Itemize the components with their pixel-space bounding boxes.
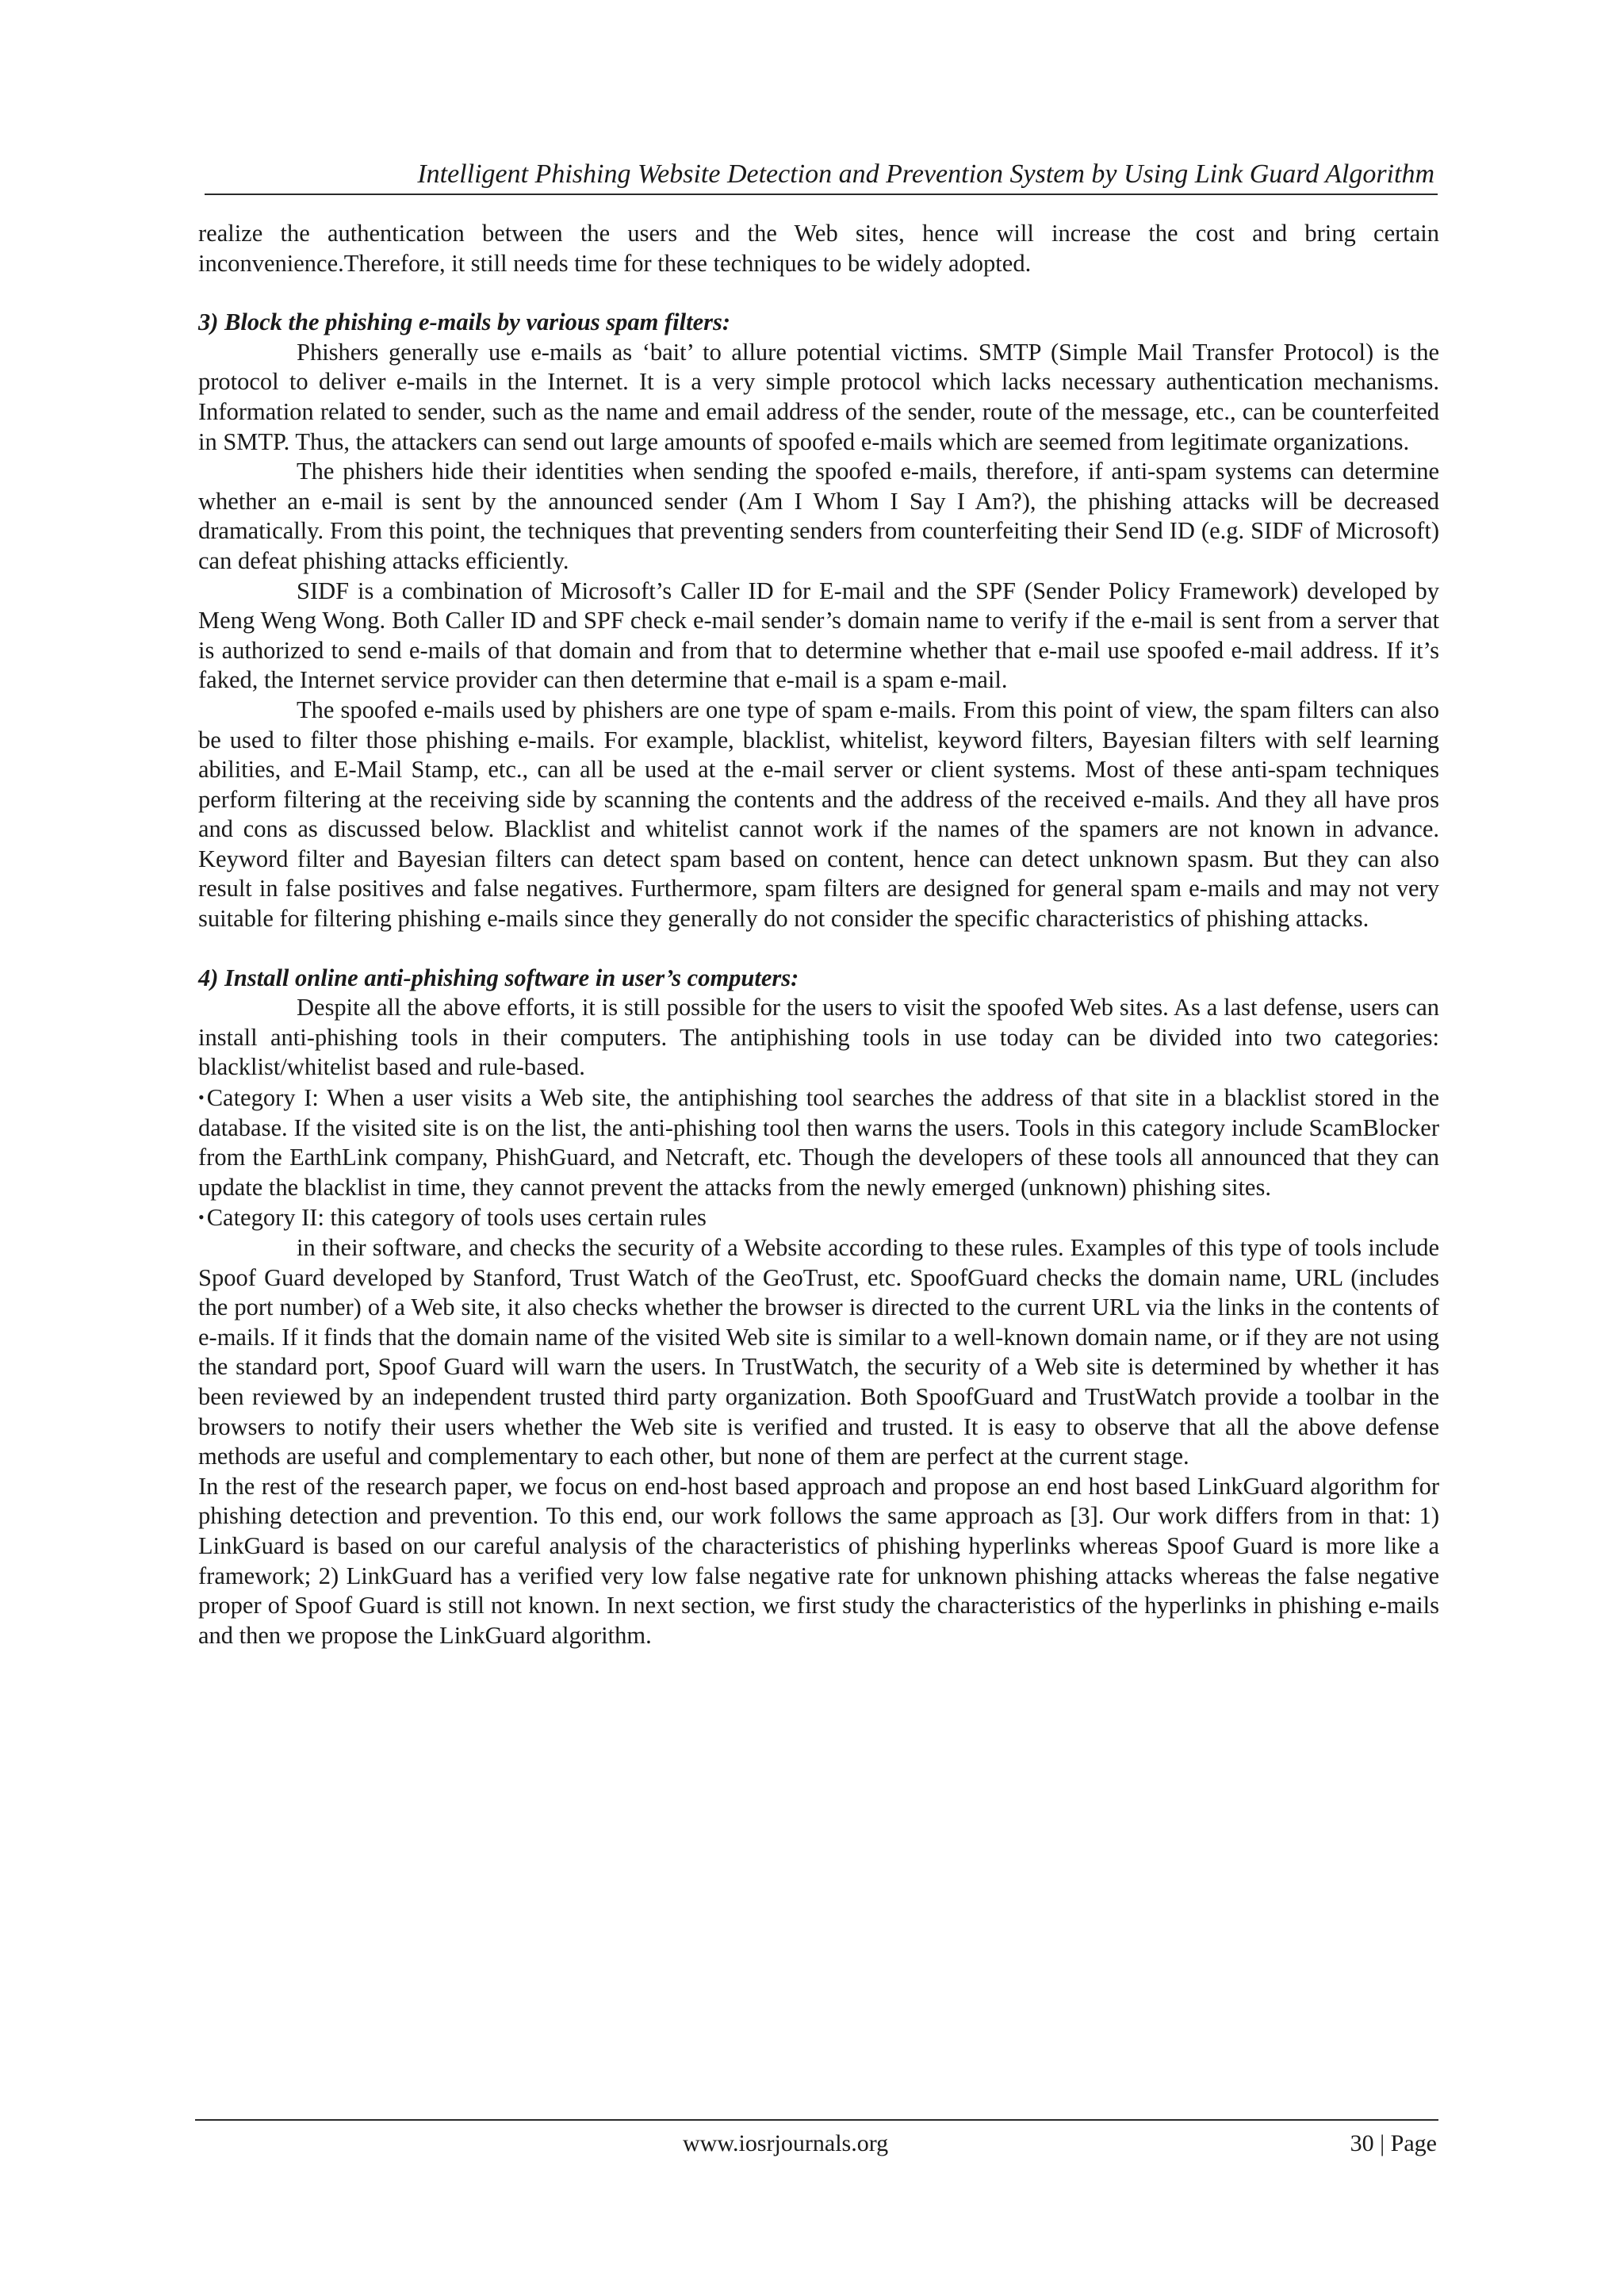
bullet-item-category-2 (198, 1202, 1439, 1233)
paragraph: in their software, and checks the security of a Website according to these rules. Examples of this type of tools include Spoof Guard developed by Stanford, Trust Watch of the GeoTrust, etc. SpoofGuard checks the domain name, URL (includes the port number) of a Web site, it also checks whether the browser is directed to the current URL via the links in the contents of e-mails. If it finds that the domain name of the visited Web site is similar to a well-known domain name, or if they are not using the standard port, Spoof Guard will warn the users. In TrustWatch, the security of a Web site is determined by whether it has been reviewed by an independent trusted third party organization. Both SpoofGuard and TrustWatch provide a toolbar in the browsers to notify their users whether the Web site is verified and trusted. It is easy to observe that all the above defense methods are useful and complementary to each other, but none of them are perfect at the current stage. (198, 1234, 1439, 1470)
bullet-text: Category I: When a user visits a Web site, the antiphishing tool searches the address of that site in a blacklist stored in the database. If the visited site is on the list, the anti-phishing tool then warns the users. Tools in this category include ScamBlocker from the EarthLink company, PhishGuard, and Netcraft, etc. Though the developers of these tools all announced that they can update the blacklist in time, they cannot prevent the attacks from the newly emerged (unknown) phishing sites. (198, 1084, 1439, 1201)
running-header-title: Intelligent Phishing Website Detection and Prevention System by Using Link Guard Algorithm (417, 159, 1434, 189)
paragraph-continuation: realize the authentication between the users and the Web sites, hence will increase the cost and bring certain inconvenience.Therefore, it still needs time for these techniques to be widely adopted. (198, 220, 1439, 277)
paragraph: SIDF is a combination of Microsoft’s Caller ID for E-mail and the SPF (Sender Policy Framework) developed by Meng Weng Wong. Both Caller ID and SPF check e-mail sender’s domain name to verify if the e-mail is sent from a server that is authorized to send e-mails of that domain and from that to determine whether that e-mail use spoofed e-mail address. If it’s faked, the Internet service provider can then determine that e-mail is a spam e-mail. (198, 577, 1439, 694)
footer-page-number: 30 | Page (1350, 2130, 1437, 2156)
bullet-icon: • (198, 1087, 205, 1108)
paragraph: Phishers generally use e-mails as ‘bait’ to allure potential victims. SMTP (Simple Mail Transfer Protocol) is the protocol to deliver e-mails in the Internet. It is a very simple protocol which lacks necessary authentication mechanisms. Information related to sender, such as the name and email address of the sender, route of the message, etc., can be counterfeited in SMTP. Thus, the attackers can send out large amounts of spoofed e-mails which are seemed from legitimate organizations. (198, 338, 1439, 455)
running-header (205, 155, 1438, 195)
bullet-icon: • (198, 1207, 205, 1228)
bullet-item-category-1 (198, 1083, 1439, 1202)
section-heading-spam-filters: 3) Block the phishing e-mails by various spam filters: (198, 309, 731, 336)
footer-website: www.iosrjournals.org (683, 2130, 889, 2156)
page-footer (195, 2119, 1438, 2168)
paragraph: The phishers hide their identities when sending the spoofed e-mails, therefore, if anti-spam systems can determine whether an e-mail is sent by the announced sender (Am I Whom I Say I Am?), the phishing attacks will be decreased dramatically. From this point, the techniques that preventing senders from counterfeiting their Send ID (e.g. SIDF of Microsoft) can defeat phishing attacks efficiently. (198, 458, 1439, 574)
paragraph: Despite all the above efforts, it is still possible for the users to visit the spoofed Web sites. As a last defense, users can install anti-phishing tools in their computers. The antiphishing tools in use today can be divided into two categories: blacklist/whitelist based and rule-based. (198, 994, 1439, 1081)
page-body (198, 219, 1439, 1650)
bullet-text: Category II: this category of tools uses certain rules (206, 1204, 707, 1232)
paragraph: The spoofed e-mails used by phishers are one type of spam e-mails. From this point of view, the spam filters can also be used to filter those phishing e-mails. For example, blacklist, whitelist, keyword filters, Bayesian filters with self learning abilities, and E-Mail Stamp, etc., can all be used at the e-mail server or client systems. Most of these anti-spam techniques perform filtering at the receiving side by scanning the contents and the address of the received e-mails. And they all have pros and cons as discussed below. Blacklist and whitelist cannot work if the names of the spamers are not known in advance. Keyword filter and Bayesian filters can detect spam based on content, hence can detect unknown spasm. But they can also result in false positives and false negatives. Furthermore, spam filters are designed for general spam e-mails and may not very suitable for filtering phishing e-mails since they generally do not consider the specific characteristics of phishing attacks. (198, 696, 1439, 933)
paragraph: In the rest of the research paper, we focus on end-host based approach and propose an end host based LinkGuard algorithm for phishing detection and prevention. To this end, our work follows the same approach as [3]. Our work differs from in that: 1) LinkGuard is based on our careful analysis of the characteristics of phishing hyperlinks whereas Spoof Guard is more like a framework; 2) LinkGuard has a verified very low false negative rate for unknown phishing attacks whereas the false negative proper of Spoof Guard is still not known. In next section, we first study the characteristics of the hyperlinks in phishing e-mails and then we propose the LinkGuard algorithm. (198, 1472, 1439, 1649)
section-heading-anti-phishing-software: 4) Install online anti-phishing software in user’s computers: (198, 964, 799, 991)
